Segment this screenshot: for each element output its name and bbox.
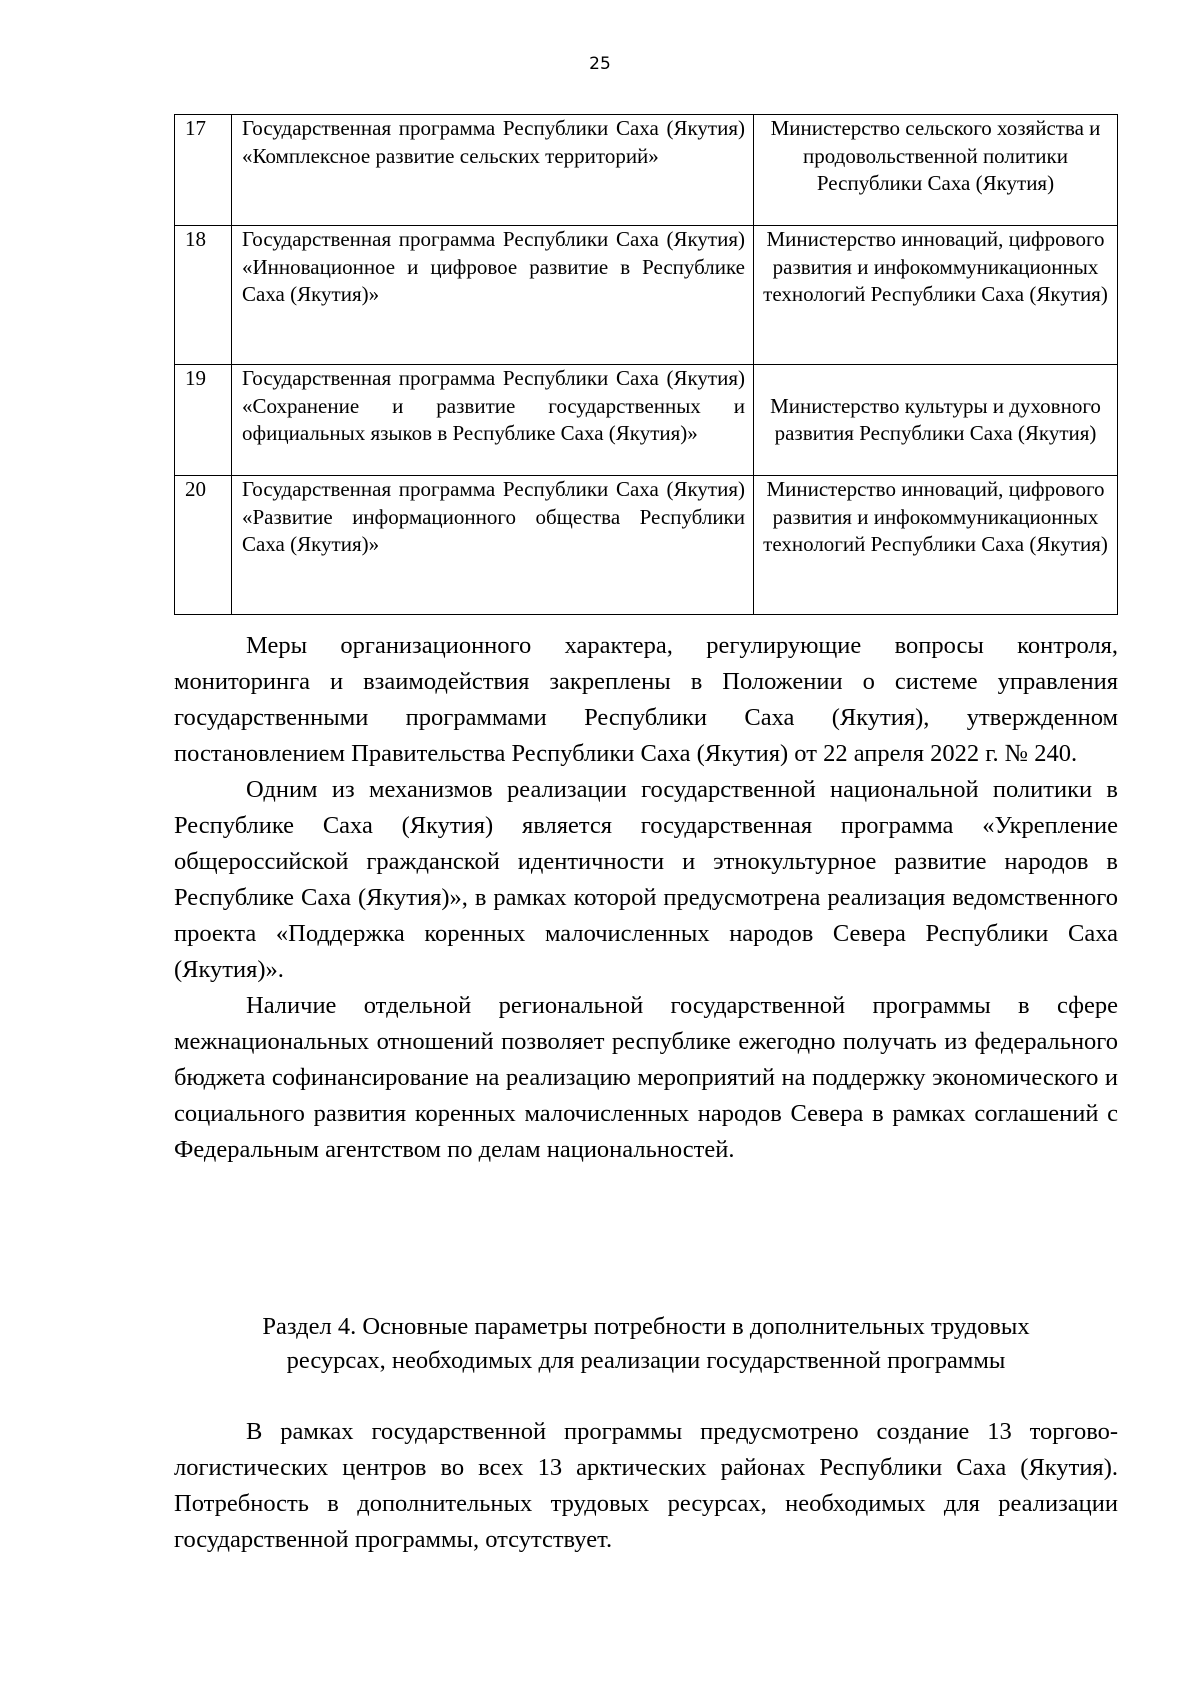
responsible-executor: Министерство инноваций, цифрового развития и инфокоммуникационных технологий Республики Саха (Якутия) [754, 476, 1118, 615]
paragraph-regional-program: Наличие отдельной региональной государственной программы в сфере межнациональных отношений позволяет республике ежегодно получать из федерального бюджета софинансирование на реализацию мероприятий на поддержку экономического и социального развития коренных малочисленных народов Севера в рамках соглашений с Федеральным агентством по делам национальностей. [174, 992, 1118, 1163]
row-number: 20 [175, 476, 232, 615]
table-row [175, 226, 1118, 365]
page-number: 25 [589, 54, 611, 74]
body-text-block [174, 628, 1118, 1168]
responsible-executor: Министерство инноваций, цифрового развития и инфокоммуникационных технологий Республики Саха (Якутия) [754, 226, 1118, 365]
program-name: Государственная программа Республики Саха (Якутия) «Комплексное развитие сельских территорий» [232, 115, 754, 226]
paragraph-organizational-measures: Меры организационного характера, регулирующие вопросы контроля, мониторинга и взаимодействия закреплены в Положении о системе управления государственными программами Республики Саха (Якутия), утвержденном постановлением Правительства Республики Саха (Якутия) от 22 апреля 2022 г. № 240. [174, 632, 1118, 767]
section-body [174, 1414, 1118, 1558]
table-row [175, 476, 1118, 615]
section-heading-line-2: ресурсах, необходимых для реализации государственной программы [286, 1347, 1006, 1374]
responsible-executor: Министерство культуры и духовного развития Республики Саха (Якутия) [754, 365, 1118, 476]
programs-table [174, 114, 1118, 615]
paragraph-national-policy: Одним из механизмов реализации государственной национальной политики в Республике Саха (Якутия) является государственная программа «Укрепление общероссийской гражданской идентичности и этнокультурное развитие народов в Республике Саха (Якутия)», в рамках которой предусмотрена реализация ведомственного проекта «Поддержка коренных малочисленных народов Севера Республики Саха (Якутия)». [174, 776, 1118, 983]
table-row [175, 115, 1118, 226]
row-number: 17 [175, 115, 232, 226]
section-heading [174, 1310, 1118, 1378]
program-name: Государственная программа Республики Саха (Якутия) «Развитие информационного общества Республики Саха (Якутия)» [232, 476, 754, 615]
row-number: 18 [175, 226, 232, 365]
paragraph-labor-resources: В рамках государственной программы предусмотрено создание 13 торгово-логистических центров во всех 13 арктических районах Республики Саха (Якутия). Потребность в дополнительных трудовых ресурсах, необходимых для реализации государственной программы, отсутствует. [174, 1418, 1118, 1553]
section-heading-line-1: Раздел 4. Основные параметры потребности в дополнительных трудовых [262, 1313, 1030, 1340]
row-number: 19 [175, 365, 232, 476]
table-row [175, 365, 1118, 476]
program-name: Государственная программа Республики Саха (Якутия) «Сохранение и развитие государственных и официальных языков в Республике Саха (Якутия)» [232, 365, 754, 476]
responsible-executor: Министерство сельского хозяйства и продовольственной политики Республики Саха (Якутия) [754, 115, 1118, 226]
program-name: Государственная программа Республики Саха (Якутия) «Инновационное и цифровое развитие в Республике Саха (Якутия)» [232, 226, 754, 365]
